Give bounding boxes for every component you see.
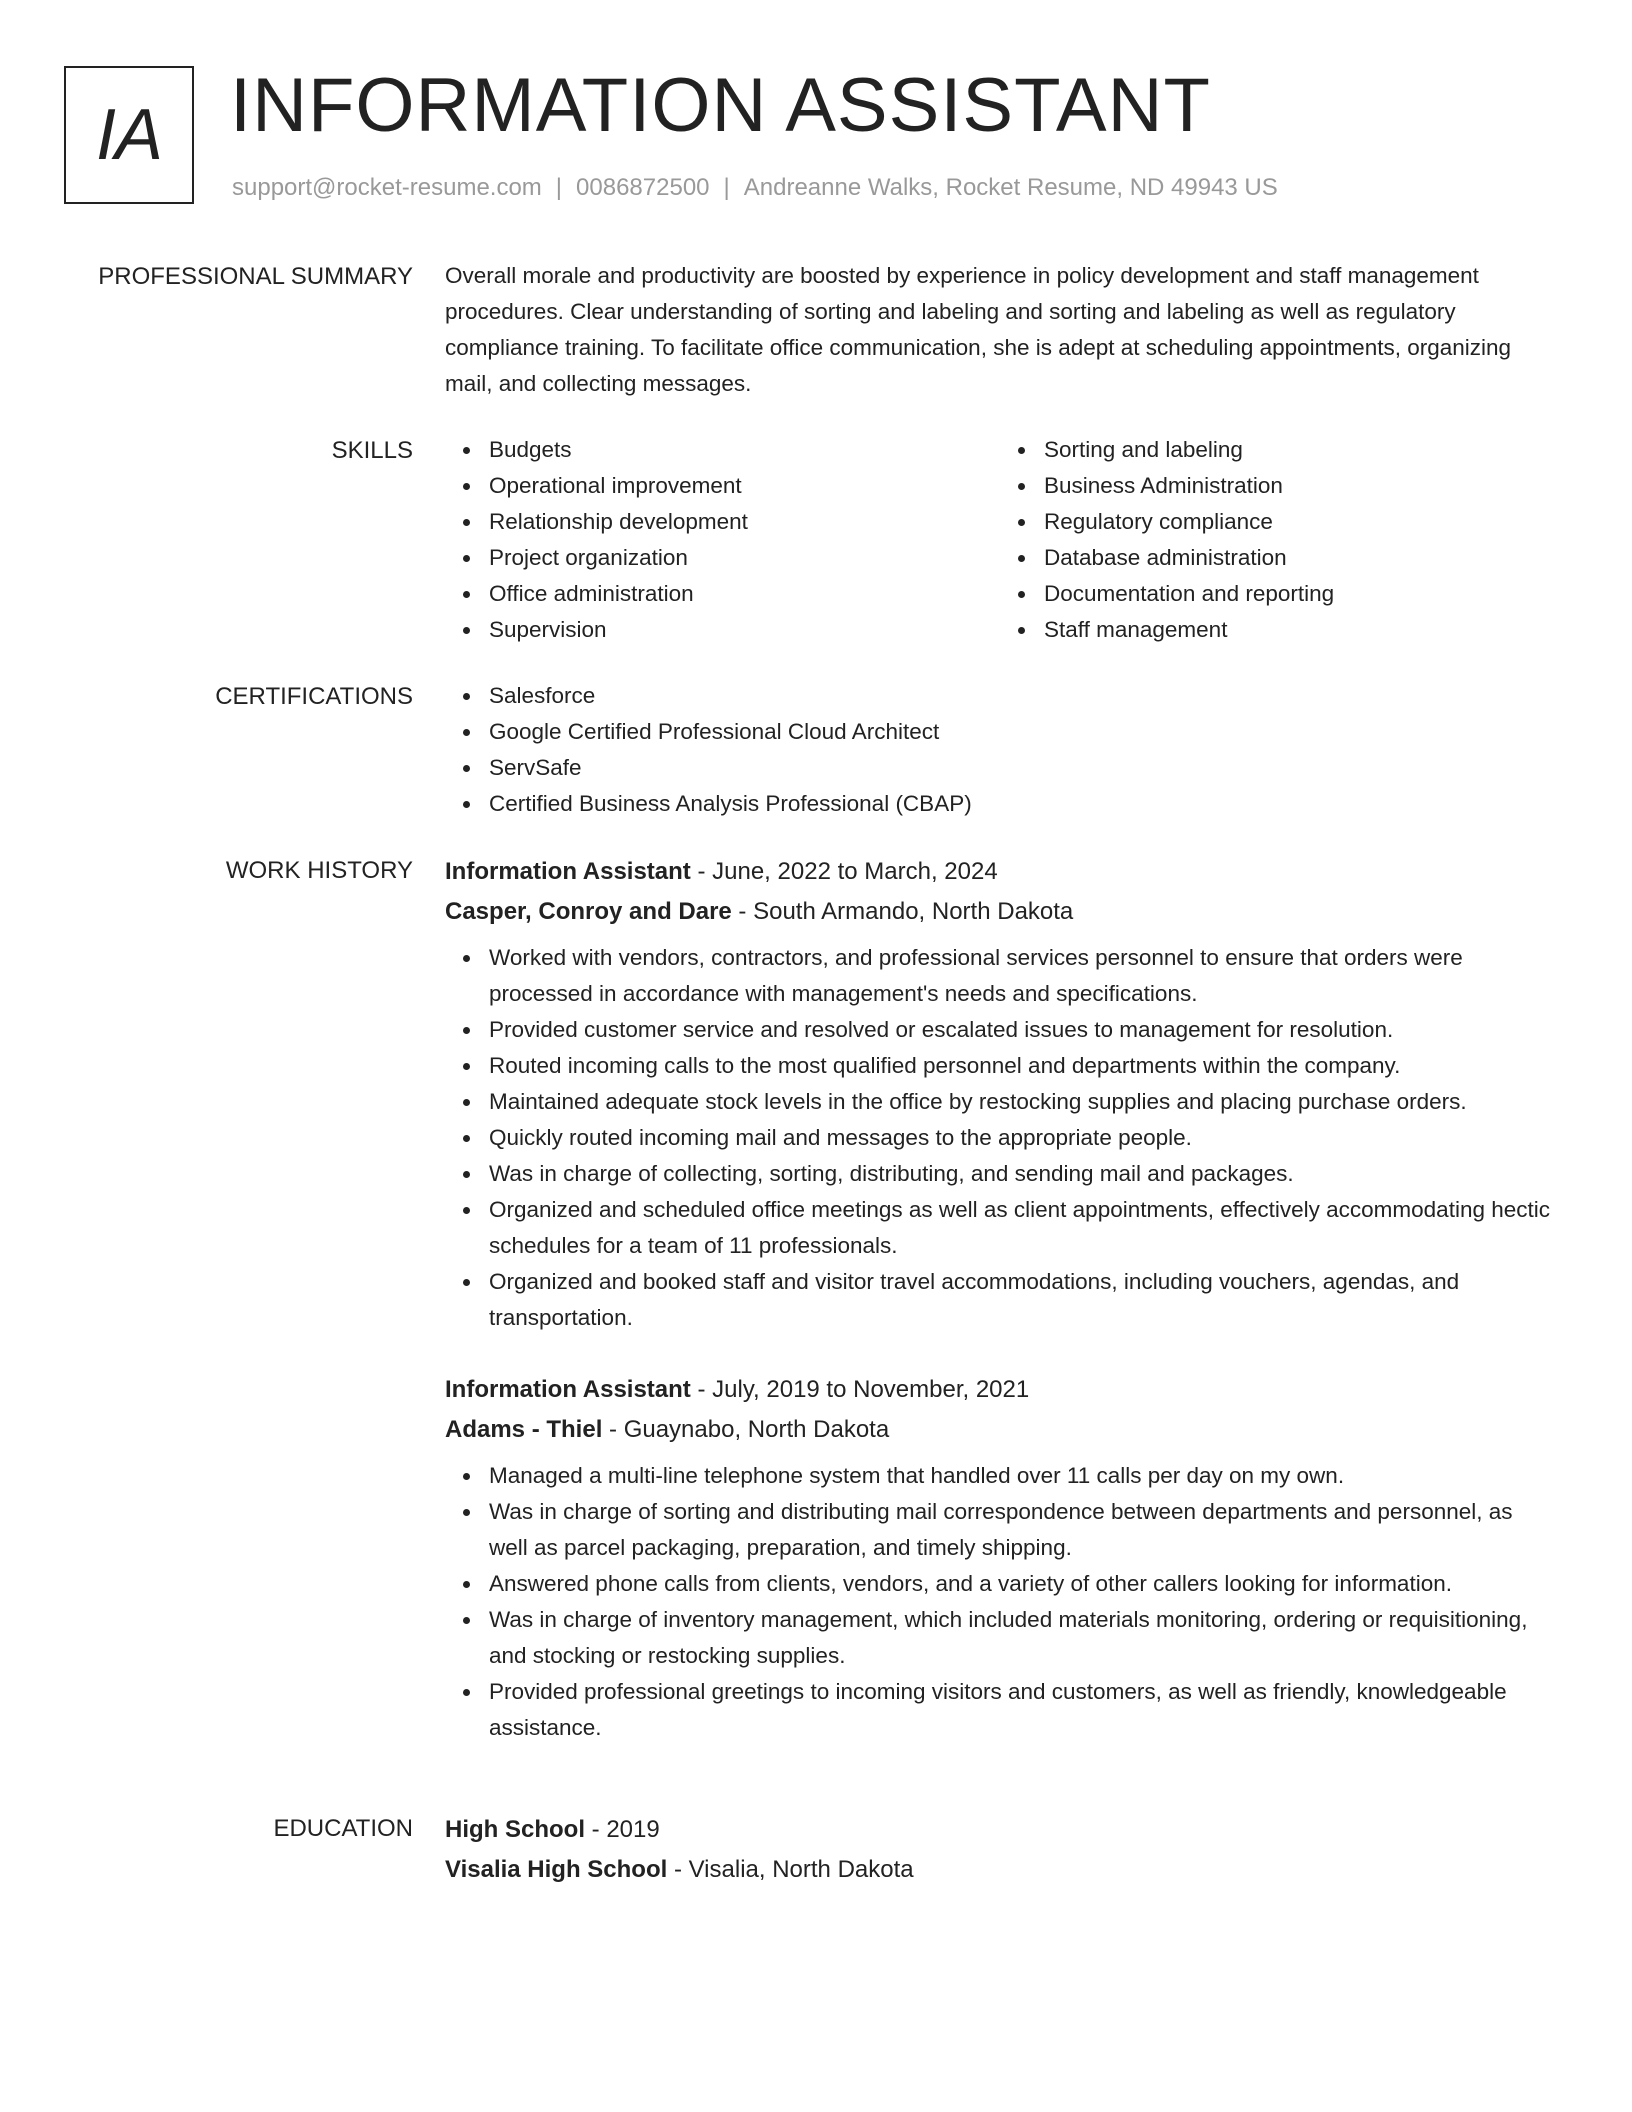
- job-entry: [445, 1370, 1555, 1746]
- job-bullets: [445, 940, 1555, 1336]
- education-location: - Visalia, North Dakota: [667, 1856, 914, 1883]
- job-role: Information Assistant: [445, 1376, 691, 1403]
- skill-item: Office administration: [489, 576, 1000, 612]
- job-location: - Guaynabo, North Dakota: [602, 1416, 890, 1443]
- job-bullet: Organized and booked staff and visitor travel accommodations, including vouchers, agendas, and transportation.: [489, 1264, 1555, 1336]
- certification-item: Certified Business Analysis Professional (CBAP): [489, 786, 1555, 822]
- skill-item: Regulatory compliance: [1044, 504, 1555, 540]
- education-body: [445, 1810, 1555, 1890]
- certification-item: ServSafe: [489, 750, 1555, 786]
- section-title: EDUCATION: [273, 1815, 413, 1842]
- contact-phone: 0086872500: [576, 174, 710, 201]
- skill-item: Sorting and labeling: [1044, 432, 1555, 468]
- job-bullet: Was in charge of collecting, sorting, distributing, and sending mail and packages.: [489, 1156, 1555, 1192]
- contact-separator: |: [723, 174, 730, 201]
- section-title: PROFESSIONAL SUMMARY: [98, 263, 413, 290]
- job-company: Casper, Conroy and Dare: [445, 898, 732, 925]
- job-entry: [445, 852, 1555, 1336]
- skills-body: [445, 432, 1555, 648]
- job-bullets: [445, 1458, 1555, 1746]
- certification-item: Google Certified Professional Cloud Architect: [489, 714, 1555, 750]
- skill-item: Supervision: [489, 612, 1000, 648]
- job-bullet: Answered phone calls from clients, vendors, and a variety of other callers looking for information.: [489, 1566, 1555, 1602]
- section-title: WORK HISTORY: [225, 857, 413, 884]
- skills-list-left: [445, 432, 1000, 648]
- contact-address: Andreanne Walks, Rocket Resume, ND 49943 US: [743, 174, 1278, 201]
- job-bullet: Managed a multi-line telephone system that handled over 11 calls per day on my own.: [489, 1458, 1555, 1494]
- job-bullet: Organized and scheduled office meetings as well as client appointments, effectively accommodating hectic schedules for a team of 11 professionals.: [489, 1192, 1555, 1264]
- resume-title: INFORMATION ASSISTANT: [230, 63, 1211, 148]
- skill-item: Documentation and reporting: [1044, 576, 1555, 612]
- job-bullet: Provided professional greetings to incoming visitors and customers, as well as friendly, knowledgeable assistance.: [489, 1674, 1555, 1746]
- certification-item: Salesforce: [489, 678, 1555, 714]
- summary-section: [0, 258, 1632, 402]
- contact-separator: |: [555, 174, 563, 201]
- skill-item: Project organization: [489, 540, 1000, 576]
- monogram-logo: IA: [64, 66, 194, 204]
- section-title: SKILLS: [331, 437, 413, 464]
- job-dates: - June, 2022 to March, 2024: [690, 858, 998, 885]
- job-role-line: [445, 1370, 1555, 1410]
- job-bullet: Maintained adequate stock levels in the office by restocking supplies and placing purchase orders.: [489, 1084, 1555, 1120]
- skill-item: Budgets: [489, 432, 1000, 468]
- work-history-body: [445, 852, 1555, 1780]
- certifications-section: [0, 678, 1632, 822]
- education-degree: High School: [445, 1816, 585, 1843]
- education-year: - 2019: [585, 1816, 660, 1843]
- job-bullet: Was in charge of inventory management, which included materials monitoring, ordering or requisitioning, and stocking or restocking supplies.: [489, 1602, 1555, 1674]
- education-section: [0, 1810, 1632, 1890]
- job-bullet: Provided customer service and resolved or escalated issues to management for resolution.: [489, 1012, 1555, 1048]
- skill-item: Relationship development: [489, 504, 1000, 540]
- skill-item: Business Administration: [1044, 468, 1555, 504]
- job-company: Adams - Thiel: [445, 1416, 603, 1443]
- job-bullet: Quickly routed incoming mail and messages to the appropriate people.: [489, 1120, 1555, 1156]
- work-history-section: [0, 852, 1632, 1780]
- skills-section: [0, 432, 1632, 648]
- job-bullet: Was in charge of sorting and distributing mail correspondence between departments and personnel, as well as parcel packaging, preparation, and timely shipping.: [489, 1494, 1555, 1566]
- job-company-line: [445, 892, 1555, 932]
- certifications-body: [445, 678, 1555, 822]
- summary-text: Overall morale and productivity are boosted by experience in policy development and staff management procedures. Clear understanding of sorting and labeling and sorting and labeling as well as regulatory compliance training. To facilitate office communication, she is adept at scheduling appointments, organizing mail, and collecting messages.: [445, 263, 1512, 396]
- skills-list-right: [1000, 432, 1555, 648]
- skill-item: Database administration: [1044, 540, 1555, 576]
- resume-header: [64, 64, 1564, 214]
- job-dates: - July, 2019 to November, 2021: [690, 1376, 1030, 1403]
- job-location: - South Armando, North Dakota: [731, 898, 1074, 925]
- job-role-line: [445, 852, 1555, 892]
- job-bullet: Routed incoming calls to the most qualified personnel and departments within the company.: [489, 1048, 1555, 1084]
- skill-item: Operational improvement: [489, 468, 1000, 504]
- education-school-line: [445, 1850, 1555, 1890]
- job-company-line: [445, 1410, 1555, 1450]
- job-role: Information Assistant: [445, 858, 691, 885]
- resume-content: [0, 258, 1632, 1920]
- job-bullet: Worked with vendors, contractors, and professional services personnel to ensure that orders were processed in accordance with management's needs and specifications.: [489, 940, 1555, 1012]
- summary-body: [445, 258, 1555, 402]
- section-title: CERTIFICATIONS: [215, 683, 413, 710]
- skill-item: Staff management: [1044, 612, 1555, 648]
- contact-line: [232, 174, 1278, 202]
- education-degree-line: [445, 1810, 1555, 1850]
- certifications-list: [445, 678, 1555, 822]
- contact-email: support@rocket-resume.com: [232, 174, 542, 201]
- education-school: Visalia High School: [445, 1856, 668, 1883]
